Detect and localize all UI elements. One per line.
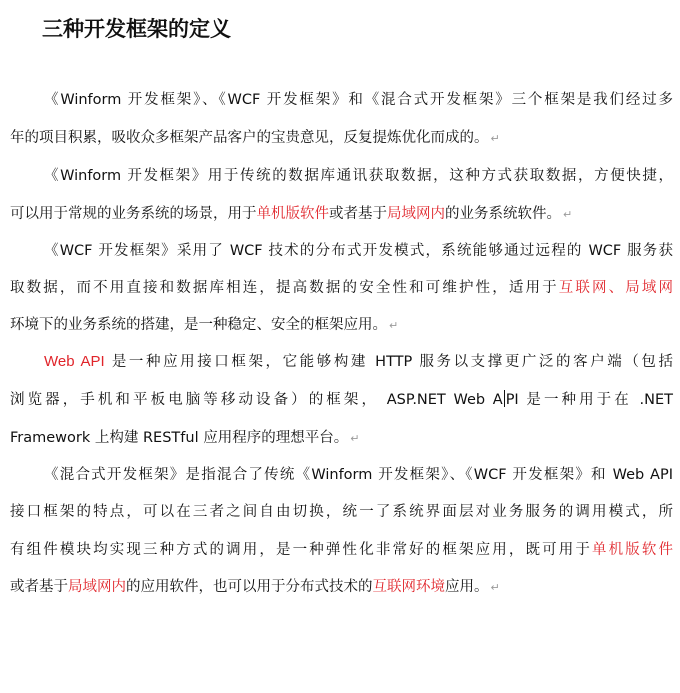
paragraph-5-line-3-text: 有组件模块均实现三种方式的调用，是一种弹性化非常好的框架应用，既可用于 [10,542,592,558]
paragraph-5-line-4-text-b: 的应用软件，也可以用于分布式技术的 [126,579,373,595]
paragraph-2-line-2 [10,204,572,225]
paragraph-5-line-4-text-a: 或者基于 [10,579,68,595]
paragraph-2-line-2-text-c: 的业务系统软件。 [445,206,561,222]
paragraph-2-line-2-text-b: 或者基于 [329,206,387,222]
paragraph-5-line-4-text-c: 应用。 [445,579,489,595]
text-cursor [504,390,505,407]
paragraph-mark-icon: ↵ [350,432,360,445]
paragraph-1-line-1: 《Winform 开发框架》、《WCF 开发框架》和《混合式开发框架》三个框架是我们经过多 [44,92,673,108]
paragraph-3-line-2-text: 取数据，而不用直接和数据库相连，提高数据的安全性和可维护性，适用于 [10,280,559,296]
paragraph-mark-icon: ↵ [389,319,399,332]
paragraph-4-line-2 [10,390,673,410]
paragraph-1-line-2 [10,128,500,149]
paragraph-mark-icon: ↵ [563,208,573,221]
paragraph-4-line-2-text-a: 浏览器，手机和平板电脑等移动设备）的框架， ASP.NET Web A [10,392,503,408]
paragraph-1-line-2-text: 年的项目积累，吸收众多框架产品客户的宝贵意见，反复提炼优化而成的。 [10,130,489,146]
paragraph-4-line-3 [10,428,359,449]
paragraph-2-line-2-text-a: 可以用于常规的业务系统的场景，用于 [10,206,257,222]
highlight-internet-environment: 互联网环境 [372,579,445,595]
paragraph-5-line-3 [10,540,673,560]
highlight-standalone-software: 单机版软件 [256,206,329,222]
paragraph-5-line-1: 《混合式开发框架》是指混合了传统《Winform 开发框架》、《WCF 开发框架》和 Web API [44,467,673,483]
paragraph-mark-icon: ↵ [490,132,500,145]
paragraph-5-line-4 [10,577,500,598]
paragraph-2-line-1: 《Winform 开发框架》用于传统的数据库通讯获取数据，这种方式获取数据，方便快捷， [44,168,673,184]
paragraph-4-line-1 [44,352,673,372]
paragraph-4-line-1-text: 是一种应用接口框架，它能够构建 HTTP 服务以支撑更广泛的客户端（包括 [104,354,673,370]
highlight-lan-2: 局域网内 [68,579,126,595]
document-title: 三种开发框架的定义 [42,17,231,41]
paragraph-3-line-1: 《WCF 开发框架》采用了 WCF 技术的分布式开发模式，系统能够通过远程的 WCF 服务获 [44,243,673,259]
paragraph-4-line-2-text-b: PI 是一种用于在 .NET [505,392,673,408]
paragraph-3-line-3-text: 环境下的业务系统的搭建，是一种稳定、安全的框架应用。 [10,317,387,333]
paragraph-5-line-2: 接口框架的特点，可以在三者之间自由切换，统一了系统界面层对业务服务的调用模式，所 [10,504,673,520]
paragraph-3-line-2 [10,278,673,298]
paragraph-4-line-3-text: Framework 上构建 RESTful 应用程序的理想平台。 [10,430,349,446]
highlight-standalone-software-2: 单机版软件 [591,542,673,558]
highlight-lan: 局域网内 [387,206,445,222]
highlight-internet-lan: 互联网、局域网 [558,280,674,296]
paragraph-mark-icon: ↵ [490,581,500,594]
highlight-web-api: Web API [44,353,105,370]
paragraph-3-line-3 [10,315,398,336]
